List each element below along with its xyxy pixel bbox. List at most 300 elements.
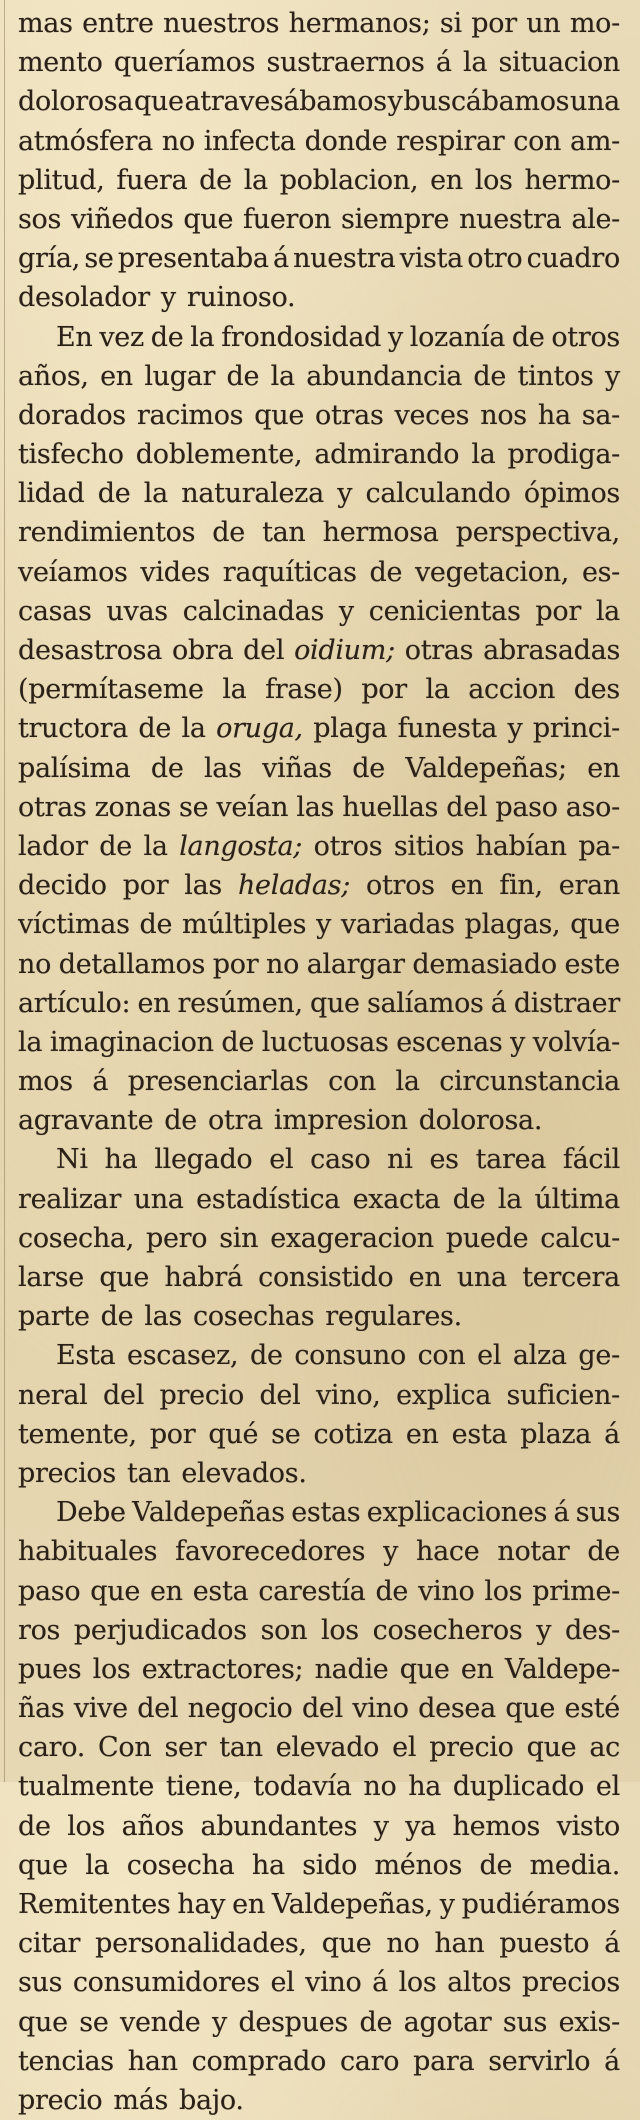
word: vive — [73, 1693, 128, 1725]
word: vista — [399, 243, 463, 275]
word: En — [56, 321, 93, 353]
word: de — [352, 752, 385, 784]
word: puede — [445, 1222, 529, 1254]
word: abundancia — [306, 360, 462, 392]
article-paragraph — [18, 318, 620, 1141]
word: bajo. — [179, 2084, 244, 2116]
word: no — [266, 948, 300, 980]
word: en — [450, 870, 484, 902]
article-paragraph — [18, 1493, 620, 2120]
word: y — [338, 595, 354, 627]
text-line — [18, 1219, 620, 1258]
word: á — [372, 1967, 388, 1999]
word: plagas, — [464, 909, 561, 941]
word: de — [221, 1026, 255, 1058]
word: parte — [18, 1301, 90, 1333]
word: Valdepeñas, — [271, 1889, 433, 1920]
word: perjudicados — [73, 1614, 247, 1646]
word: tintos — [517, 360, 594, 392]
word: de — [138, 713, 172, 745]
text-line — [18, 1140, 620, 1179]
text-line — [18, 1376, 620, 1415]
word: dorados — [18, 399, 126, 431]
word: sus — [18, 1967, 63, 1999]
word: altos — [447, 1967, 512, 1999]
word: agotar — [403, 2006, 492, 2038]
text-line — [18, 82, 620, 121]
text-line — [18, 945, 620, 984]
word: por — [122, 870, 169, 902]
word: plaga — [313, 713, 388, 745]
text-line — [18, 1415, 620, 1454]
text-line — [18, 200, 620, 239]
word: ale- — [571, 203, 620, 235]
word: ménos — [374, 1849, 463, 1881]
text-line — [18, 1963, 620, 2002]
word: la — [18, 1026, 43, 1058]
word: luctuosas — [261, 1026, 389, 1058]
word: con — [328, 1066, 376, 1098]
word: la — [222, 674, 247, 706]
text-line — [18, 1532, 620, 1571]
word: años — [121, 1810, 184, 1842]
word: que — [18, 2006, 68, 2038]
word: vides — [140, 556, 210, 588]
text-line — [18, 905, 620, 944]
word: puesto — [499, 1928, 590, 1960]
word: ópimos — [523, 478, 620, 510]
word: dolorosa. — [418, 1105, 543, 1137]
word: situacion — [498, 47, 620, 79]
word: que — [570, 909, 620, 941]
text-line — [18, 1258, 620, 1297]
word: del — [137, 1693, 179, 1725]
text-line — [18, 631, 620, 670]
word: precio — [18, 2084, 103, 2116]
word: por — [535, 595, 581, 627]
word: es- — [581, 556, 620, 588]
word: Ni — [56, 1144, 88, 1176]
word: la — [425, 674, 450, 706]
word: lador — [18, 830, 88, 862]
word: mos — [18, 1066, 73, 1098]
word: de — [18, 1810, 51, 1842]
text-line — [18, 709, 620, 748]
word: duplicado — [452, 1771, 585, 1803]
word: en — [137, 987, 171, 1019]
word: paso — [495, 791, 558, 823]
word: rendimientos — [18, 517, 196, 549]
word: neral — [18, 1379, 88, 1411]
word: cotiza — [313, 1418, 393, 1450]
word: esta — [451, 1418, 508, 1450]
word: veces — [394, 399, 470, 431]
word: presenciarlas — [127, 1066, 309, 1098]
word: estas — [291, 1497, 361, 1529]
word: la — [270, 360, 295, 392]
word: esta — [192, 1575, 249, 1607]
text-line — [18, 1611, 620, 1650]
text-line — [18, 984, 620, 1023]
word: cenicientas — [368, 595, 521, 627]
word: atravesábamos — [184, 86, 387, 118]
word: y — [383, 1536, 399, 1568]
word: ros — [18, 1614, 61, 1646]
word: por — [149, 1418, 196, 1450]
word: veían — [216, 791, 289, 823]
word: vino, — [315, 1379, 381, 1411]
word: que — [133, 86, 184, 118]
text-line — [18, 553, 620, 592]
word: agravante — [18, 1105, 154, 1137]
word: desolador — [18, 282, 150, 314]
word: doblemente, — [135, 439, 303, 471]
word: del — [446, 791, 488, 823]
word: extractores; — [141, 1653, 304, 1685]
word: de — [139, 909, 173, 941]
word: suficien- — [506, 1379, 620, 1411]
word: impresion — [273, 1105, 408, 1137]
word: á — [604, 2045, 620, 2077]
word: media. — [529, 1849, 620, 1881]
word: accion — [468, 674, 556, 706]
word: este — [564, 948, 620, 980]
word: de — [150, 752, 184, 784]
word: las — [203, 752, 242, 784]
word: carestía — [258, 1575, 366, 1607]
word: y — [387, 86, 403, 118]
word: víctimas — [18, 909, 130, 941]
word: hay — [177, 1889, 226, 1920]
word: hermanos; — [288, 8, 431, 39]
word: circunstancia — [439, 1066, 620, 1098]
word: atmósfera — [18, 125, 153, 157]
word: todavía — [253, 1771, 352, 1803]
word: gría, — [18, 243, 81, 275]
word: obra — [171, 635, 234, 666]
article-paragraph — [18, 1336, 620, 1493]
text-line — [18, 357, 620, 396]
word: Valdepeñas; — [405, 752, 567, 784]
text-line — [18, 474, 620, 513]
word: estadística — [196, 1183, 341, 1215]
text-line — [18, 1297, 620, 1336]
word: el — [270, 1967, 295, 1999]
text-line — [18, 239, 620, 278]
word: regulares. — [325, 1301, 462, 1333]
word: con — [513, 125, 562, 157]
word: de — [99, 830, 132, 862]
word: fueron — [243, 203, 332, 235]
word: tan — [262, 517, 306, 549]
word: plaza — [520, 1418, 592, 1450]
word: ya — [405, 1810, 436, 1842]
word: vende — [120, 2006, 201, 2038]
word: sin — [219, 1222, 259, 1254]
word: una — [569, 86, 620, 118]
text-line — [18, 396, 620, 435]
word: un — [526, 8, 561, 39]
word: resúmen, — [177, 987, 303, 1019]
word: detallamos — [58, 948, 206, 980]
word: de — [226, 360, 260, 392]
word: ha — [408, 1771, 442, 1803]
word: alargar — [306, 948, 405, 980]
word: lugar — [144, 360, 216, 392]
word: y — [387, 321, 403, 353]
word: de — [375, 1575, 409, 1607]
word: la — [85, 1849, 110, 1881]
word: de — [212, 517, 245, 549]
word: perspectiva, — [455, 517, 620, 549]
text-line — [18, 2003, 620, 2042]
word: no — [18, 948, 52, 980]
word: la — [395, 1066, 420, 1098]
word: por — [361, 674, 407, 706]
text-line — [18, 1493, 620, 1532]
word: ge- — [578, 1340, 620, 1372]
word: las — [296, 791, 335, 823]
word: otras — [404, 635, 474, 666]
word: ac — [589, 1732, 620, 1764]
word: frase) — [265, 674, 343, 706]
word: del — [259, 1379, 301, 1411]
word: Esta — [56, 1340, 116, 1372]
word: personalidades, — [95, 1928, 307, 1960]
word: la — [143, 478, 168, 510]
word: habrá — [164, 1262, 243, 1293]
word: otras — [315, 399, 384, 431]
word: á — [553, 1497, 570, 1529]
word: dolorosa — [18, 86, 134, 118]
word: aso- — [565, 791, 620, 823]
text-line — [18, 4, 620, 43]
word: admirando — [314, 439, 460, 471]
word: otros — [313, 830, 383, 862]
word: hermo- — [524, 164, 620, 196]
word: del — [243, 635, 285, 666]
word: la — [190, 321, 215, 353]
word: viñas — [262, 752, 332, 784]
word: y — [373, 1810, 389, 1842]
word: des — [573, 674, 620, 706]
word: múltiples — [182, 909, 307, 941]
word: de — [473, 360, 507, 392]
word: raquíticas — [222, 556, 357, 588]
word: ñas — [18, 1693, 65, 1725]
word: exacta — [352, 1183, 441, 1215]
word: precio — [159, 1379, 244, 1411]
word: la — [463, 47, 488, 79]
word: elevado — [275, 1732, 380, 1764]
text-line — [18, 827, 620, 866]
word: y — [211, 2006, 227, 2038]
text-line — [18, 1572, 620, 1611]
word: volvía- — [532, 1026, 620, 1058]
text-line — [18, 161, 620, 200]
word: se — [79, 2006, 109, 2038]
word: cosecheros — [372, 1614, 523, 1646]
word: de — [479, 1849, 513, 1881]
word: en — [232, 1889, 265, 1920]
word: vegetacion, — [414, 556, 570, 588]
word: pero — [146, 1222, 208, 1254]
word: veíamos — [18, 556, 128, 588]
word: fácil — [562, 1144, 620, 1176]
word: escasez, — [127, 1340, 239, 1372]
word: desastrosa — [18, 635, 163, 666]
word: pa- — [578, 830, 620, 862]
text-line — [18, 1062, 620, 1101]
word: eran — [558, 870, 620, 902]
word: nuestra — [293, 243, 396, 275]
word: á — [435, 47, 452, 79]
word: y — [337, 478, 353, 510]
word: se — [179, 791, 209, 823]
article-column — [18, 4, 620, 2120]
word: una — [133, 1183, 184, 1215]
word: calcu- — [540, 1222, 620, 1254]
text-line — [18, 513, 620, 552]
word: otros — [551, 321, 620, 353]
text-line — [18, 1101, 620, 1140]
word: qué — [208, 1418, 259, 1450]
word: el — [392, 1732, 417, 1764]
word: ruinoso. — [186, 282, 296, 314]
word: negocio — [187, 1693, 293, 1725]
word: los — [398, 1967, 437, 1999]
word: los — [92, 1653, 131, 1685]
word: tualmente — [18, 1771, 155, 1803]
word: caro. — [18, 1732, 85, 1764]
text-line — [18, 1454, 620, 1493]
word: temente, — [18, 1418, 137, 1450]
word: el — [595, 1771, 620, 1803]
text-line — [18, 670, 620, 709]
word: no — [161, 125, 195, 157]
word: frondosidad — [221, 321, 382, 353]
word: cosecha — [126, 1849, 235, 1881]
text-line — [18, 435, 620, 474]
word: nuestros — [163, 8, 280, 39]
word: desea — [418, 1693, 496, 1725]
word: pudiéramos — [461, 1889, 620, 1920]
word: en — [150, 1575, 183, 1607]
word: nuestra — [459, 203, 562, 235]
word: abundantes — [200, 1810, 358, 1842]
word: los — [474, 164, 513, 196]
word: cosechas — [193, 1301, 315, 1333]
text-line — [18, 749, 620, 788]
word: exageracion — [270, 1222, 434, 1254]
word: tarea — [475, 1144, 547, 1176]
word: se — [84, 243, 114, 275]
word: ni — [387, 1144, 413, 1176]
word: á — [604, 1418, 620, 1450]
word: huellas — [342, 791, 439, 823]
word: notar — [497, 1536, 570, 1568]
word: tiene, — [165, 1771, 242, 1803]
word: visto — [556, 1810, 620, 1842]
text-line — [18, 2042, 620, 2081]
word: por — [471, 8, 517, 39]
word: y — [510, 1026, 526, 1058]
word: tan — [126, 1457, 171, 1489]
word: si — [439, 8, 462, 39]
word: el — [477, 1340, 502, 1372]
word: última — [534, 1183, 620, 1215]
word: lozanía — [409, 321, 506, 353]
text-line — [18, 1650, 620, 1689]
word: prodiga- — [507, 439, 620, 471]
word: salíamos — [366, 987, 484, 1019]
text-line — [18, 1924, 620, 1963]
word: tercera — [522, 1262, 620, 1293]
word: ha — [104, 1144, 138, 1176]
word: funesta — [397, 713, 498, 745]
word: y — [439, 1889, 455, 1920]
word: y — [316, 909, 332, 941]
word: precios — [18, 1457, 116, 1489]
word: elevados. — [181, 1457, 307, 1489]
word: de — [452, 1183, 486, 1215]
word: respirar — [396, 125, 505, 157]
word: infecta — [203, 125, 296, 157]
word: precio — [429, 1732, 514, 1764]
word: distraer — [513, 987, 620, 1019]
word: pues — [18, 1653, 82, 1685]
word: oruga, — [216, 713, 303, 745]
text-line — [18, 1180, 620, 1219]
word: la — [181, 713, 206, 745]
word: sitios — [393, 830, 465, 862]
word: vino — [305, 1967, 362, 1999]
word: princi- — [532, 713, 620, 745]
word: heladas; — [237, 870, 351, 902]
word: que — [183, 203, 234, 235]
word: mas — [18, 8, 73, 39]
word: buscábamos — [403, 86, 570, 118]
word: abrasadas — [483, 635, 620, 666]
word: no — [386, 1928, 420, 1960]
word: realizar — [18, 1183, 122, 1215]
word: cuadro — [526, 243, 620, 275]
word: es — [429, 1144, 459, 1176]
word: que — [254, 399, 305, 431]
word: de — [511, 321, 545, 353]
word: que — [526, 1732, 577, 1764]
word: á — [272, 243, 289, 275]
word: y — [507, 713, 523, 745]
word: am- — [570, 125, 620, 157]
word: hemos — [452, 1810, 541, 1842]
word: consuno — [294, 1340, 406, 1372]
word: ha — [537, 399, 571, 431]
word: han — [434, 1928, 485, 1960]
word: los — [67, 1810, 106, 1842]
word: han — [127, 2045, 178, 2077]
word: prime- — [532, 1575, 620, 1607]
word: á — [604, 1928, 620, 1960]
word: mento — [18, 47, 103, 79]
text-line — [18, 1807, 620, 1846]
word: de — [250, 1340, 283, 1372]
word: de — [100, 1301, 134, 1333]
word: que — [90, 1575, 141, 1607]
word: des- — [564, 1614, 620, 1646]
word: artículo: — [18, 987, 131, 1019]
word: variadas — [340, 909, 455, 941]
